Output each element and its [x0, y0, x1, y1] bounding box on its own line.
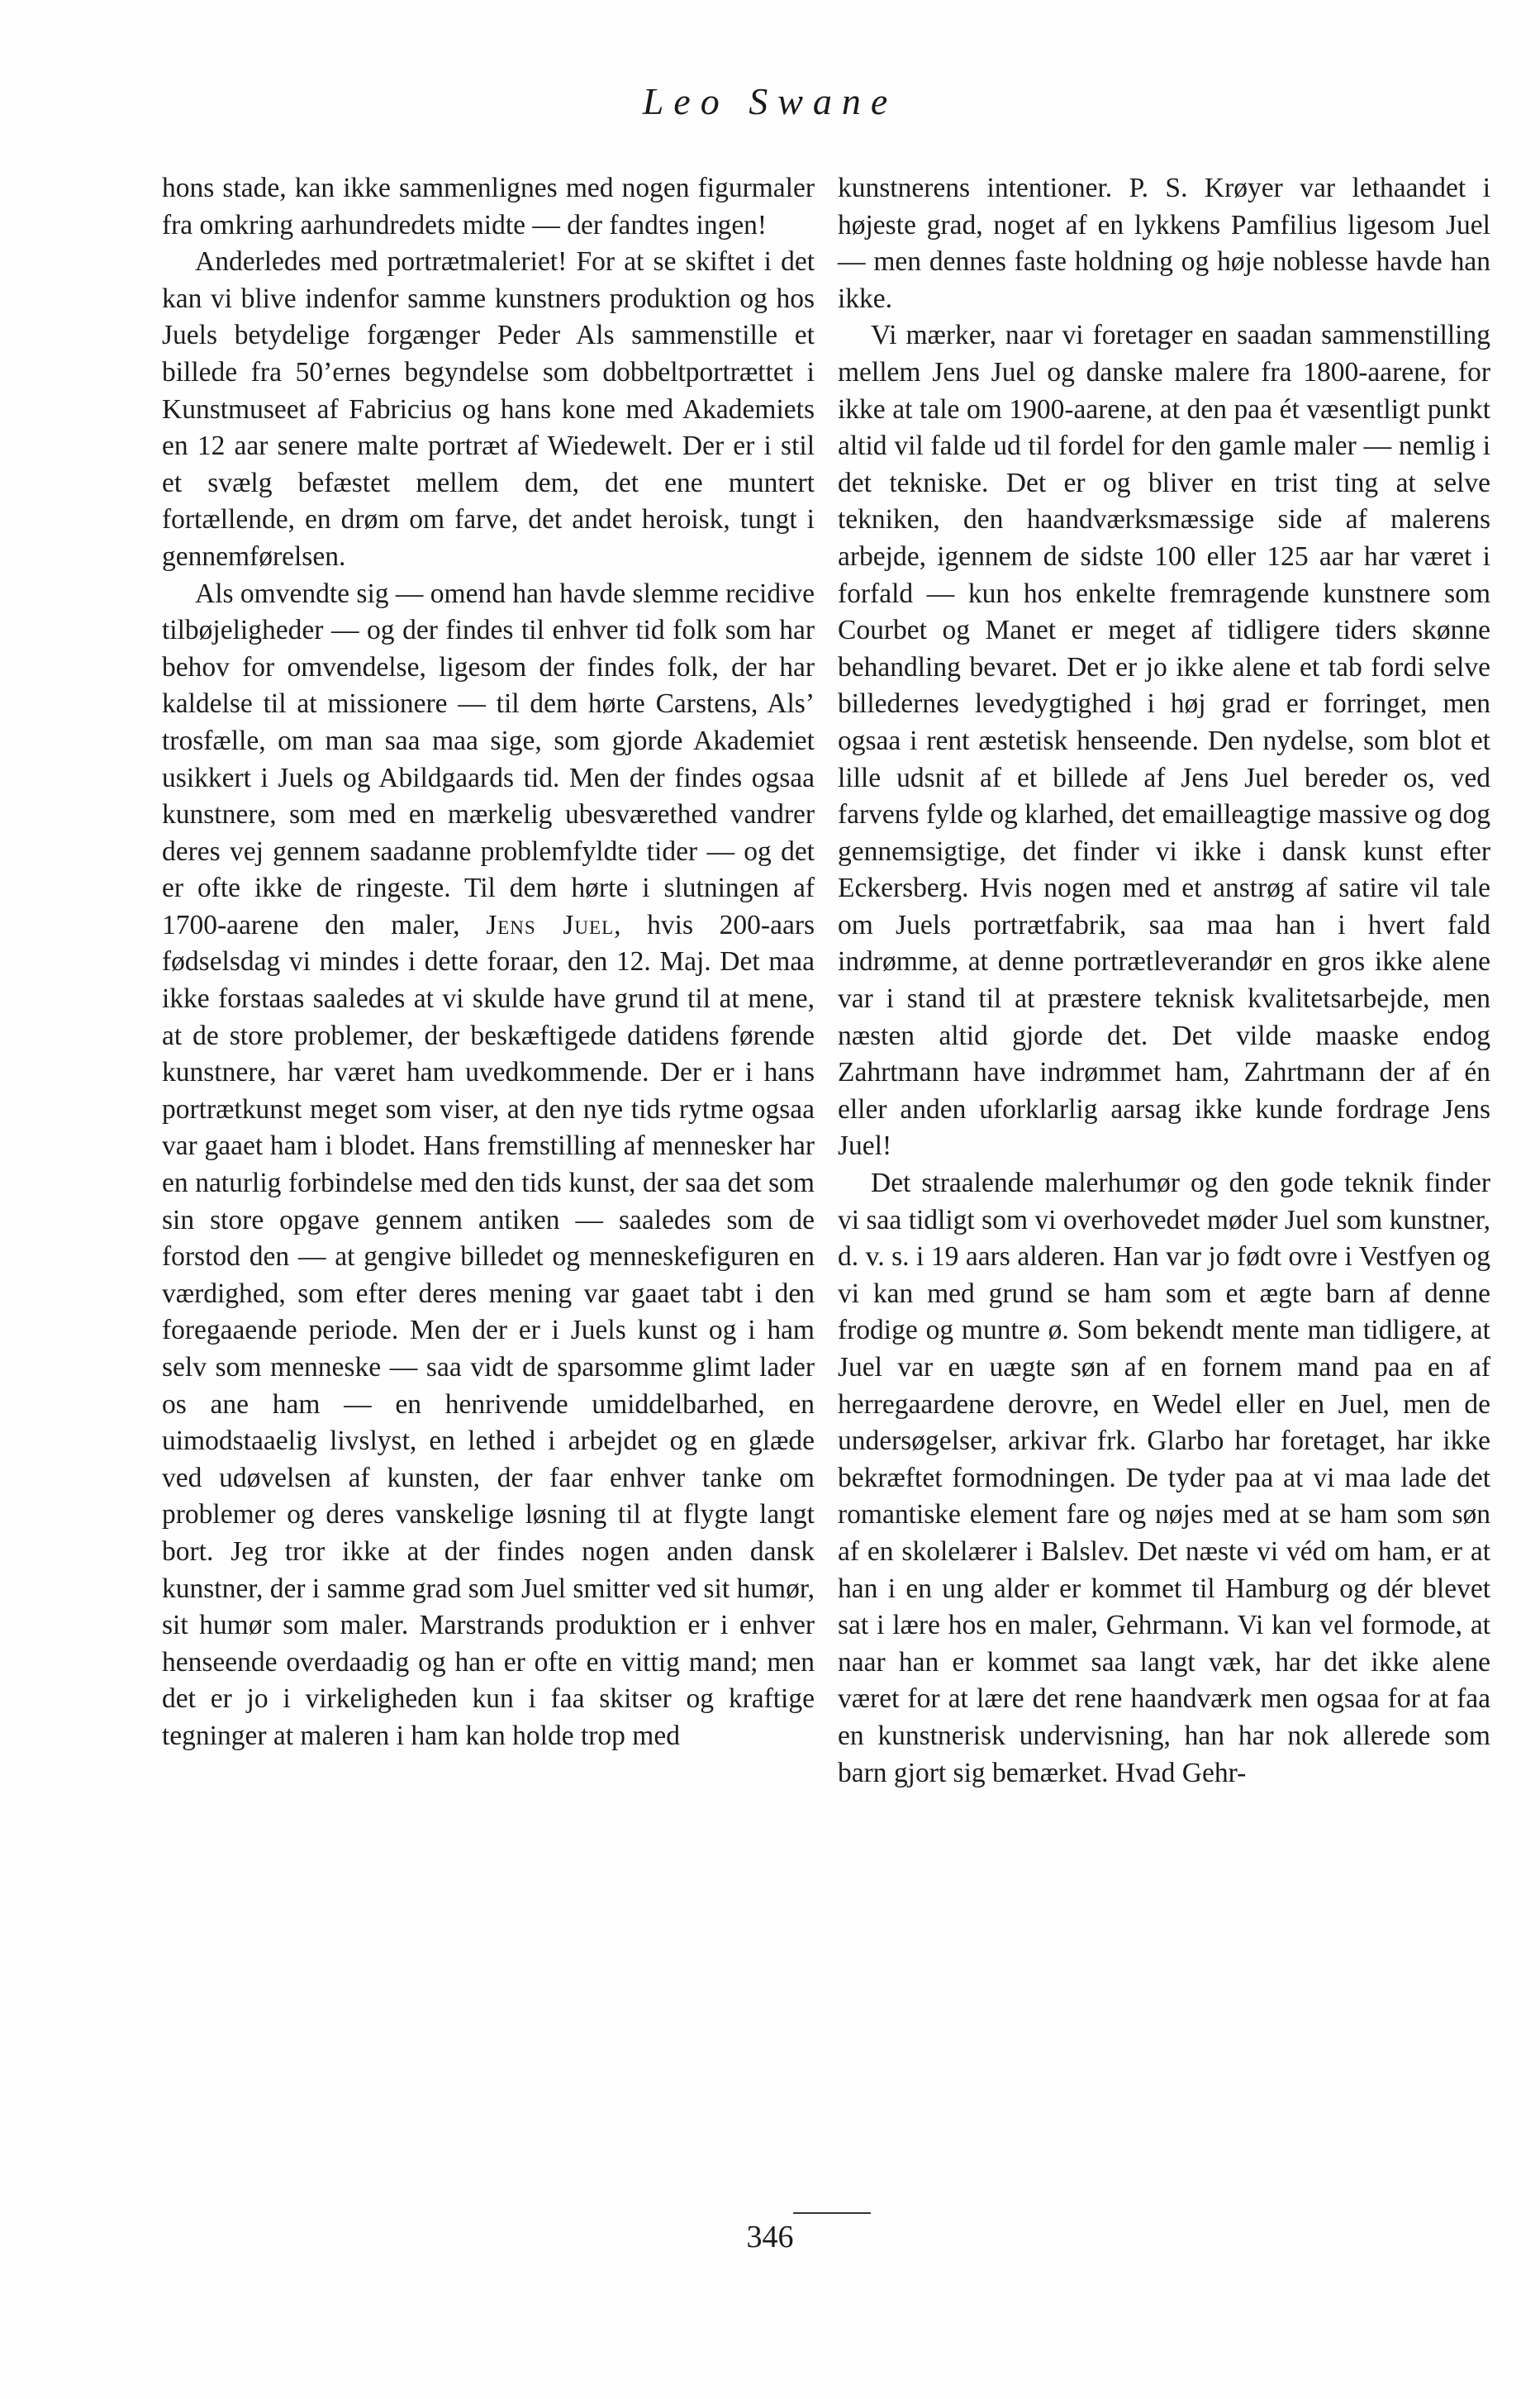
- left-column: [162, 170, 815, 1755]
- paragraph: Det straalende malerhumør og den gode teknik finder vi saa tidligt som vi overhovedet møder Juel som kunstner, d. v. s. i 19 aars alderen. Han var jo født ovre i Vestfyen og vi kan med grund se ham som et ægte barn af denne frodige og muntre ø. Som bekendt mente man tidligere, at Juel var en uægte søn af en fornem mand paa en af herregaardene derovre, en Wedel eller en Juel, men de undersøgelser, arkivar frk. Glarbo har foretaget, har ikke bekræftet formodningen. De tyder paa at vi maa lade det romantiske element fare og nøjes med at se ham som søn af en skolelærer i Balslev. Det næste vi véd om ham, er at han i en ung alder er kommet til Hamburg og dér blevet sat i lære hos en maler, Gehrmann. Vi kan vel formode, at naar han er kommet saa langt væk, har det ikke alene været for at lære det rene haandværk men ogsaa for at faa en kunstnerisk undervisning, han har nok allerede som barn gjort sig bemærket. Hvad Gehr-: [838, 1168, 1490, 1788]
- paragraph-text: , hvis 200-aars fødselsdag vi mindes i dette foraar, den 12. Maj. Det maa ikke forstaas saaledes at vi skulde have grund til at mene, at de store problemer, der beskæftigede datidens førende kunstnere, har været ham uvedkommende. Der er i hans portrætkunst meget som viser, at den nye tids rytme ogsaa var gaaet ham i blodet. Hans fremstilling af mennesker har en naturlig forbindelse med den tids kunst, der saa det som sin store opgave gennem antiken — saaledes som de forstod den — at gengive billedet og menneskefiguren en værdighed, som efter deres mening var gaaet tabt i den foregaaende periode. Men der er i Juels kunst og i ham selv som menneske — saa vidt de sparsomme glimt lader os ane ham — en henrivende umiddelbarhed, en uimodstaaelig livslyst, en lethed i arbejdet og en glæde ved udøvelsen af kunsten, der faar enhver tanke om problemer og deres vanskelige løsning til at flygte langt bort. Jeg tror ikke at der findes nogen anden dansk kunstner, der i samme grad som Juel smitter ved sit humør, sit humør som maler. Marstrands produktion er i enhver henseende overdaadig og han er ofte en vittig mand; men det er jo i virkeligheden kun i faa skitser og kraftige tegninger at maleren i ham kan holde trop med: [162, 909, 815, 1751]
- paragraph: Anderledes med portrætmaleriet! For at se skiftet i det kan vi blive indenfor samme kunstners produktion og hos Juels betydelige forgænger Peder Als sammenstille et billede fra 50’ernes begyndelse som dobbeltportrættet i Kunstmuseet af Fabricius og hans kone med Akademiets en 12 aar senere malte portræt af Wiedewelt. Der er i stil et svælg befæstet mellem dem, det ene muntert fortællende, en drøm om farve, det andet heroisk, tungt i gennemførelsen.: [162, 246, 815, 572]
- paragraph: Vi mærker, naar vi foretager en saadan sammenstilling mellem Jens Juel og danske malere fra 1800-aarene, for ikke at tale om 1900-aarene, at den paa ét væsentligt punkt altid vil falde ud til fordel for den gamle maler — nemlig i det tekniske. Det er og bliver en trist ting at selve tekniken, den haandværksmæssige side af malerens arbejde, igennem de sidste 100 eller 125 aar har været i forfald — kun hos enkelte fremragende kunstnere som Courbet og Manet er meget af tidligere tiders skønne behandling bevaret. Det er jo ikke alene et tab fordi selve billedernes levedygtighed i høj grad er forringet, men ogsaa i rent æstetisk henseende. Den nydelse, som blot et lille udsnit af et billede af Jens Juel bereder os, ved farvens fylde og klarhed, det emailleagtige massive og dog gennemsigtige, det finder vi ikke i dansk kunst efter Eckersberg. Hvis nogen med et anstrøg af satire vil tale om Juels portrætfabrik, saa maa han i hvert fald indrømme, at denne portrætleverandør en gros ikke alene var i stand til at præstere teknisk kvalitetsarbejde, men næsten altid gjorde det. Det vilde maaske endog Zahrtmann have indrømmet ham, Zahrtmann der af én eller anden uforklarlig aarsag ikke kunde fordrage Jens Juel!: [838, 320, 1490, 1162]
- right-column: [838, 170, 1490, 1792]
- footer-rule: [793, 2212, 871, 2214]
- page-number: 346: [746, 2220, 794, 2254]
- paragraph: kunstnerens intentioner. P. S. Krøyer var lethaandet i højeste grad, noget af en lykkens Pamfilius ligesom Juel — men dennes faste holdning og høje noblesse havde han ikke.: [838, 173, 1490, 314]
- paragraph: hons stade, kan ikke sammenlignes med nogen figurmaler fra omkring aarhundredets midte — der fandtes ingen!: [162, 173, 815, 240]
- running-head: Leo Swane: [642, 80, 898, 122]
- artist-name: Jens Juel: [486, 909, 615, 940]
- paragraph: [162, 576, 815, 1755]
- paragraph-text: Als omvendte sig — omend han havde slemme recidive tilbøjeligheder — og der findes til enhver tid folk som har behov for omvendelse, ligesom der findes folk, der har kaldelse til at missionere — til dem hørte Carstens, Als’ trosfælle, om man saa maa sige, som gjorde Akademiet usikkert i Juels og Abildgaards tid. Men der findes ogsaa kunstnere, som med en mærkelig ubesværethed vandrer deres vej gennem saadanne problemfyldte tider — og det er ofte ikke de ringeste. Til dem hørte i slutningen af 1700-aarene den maler,: [162, 578, 815, 940]
